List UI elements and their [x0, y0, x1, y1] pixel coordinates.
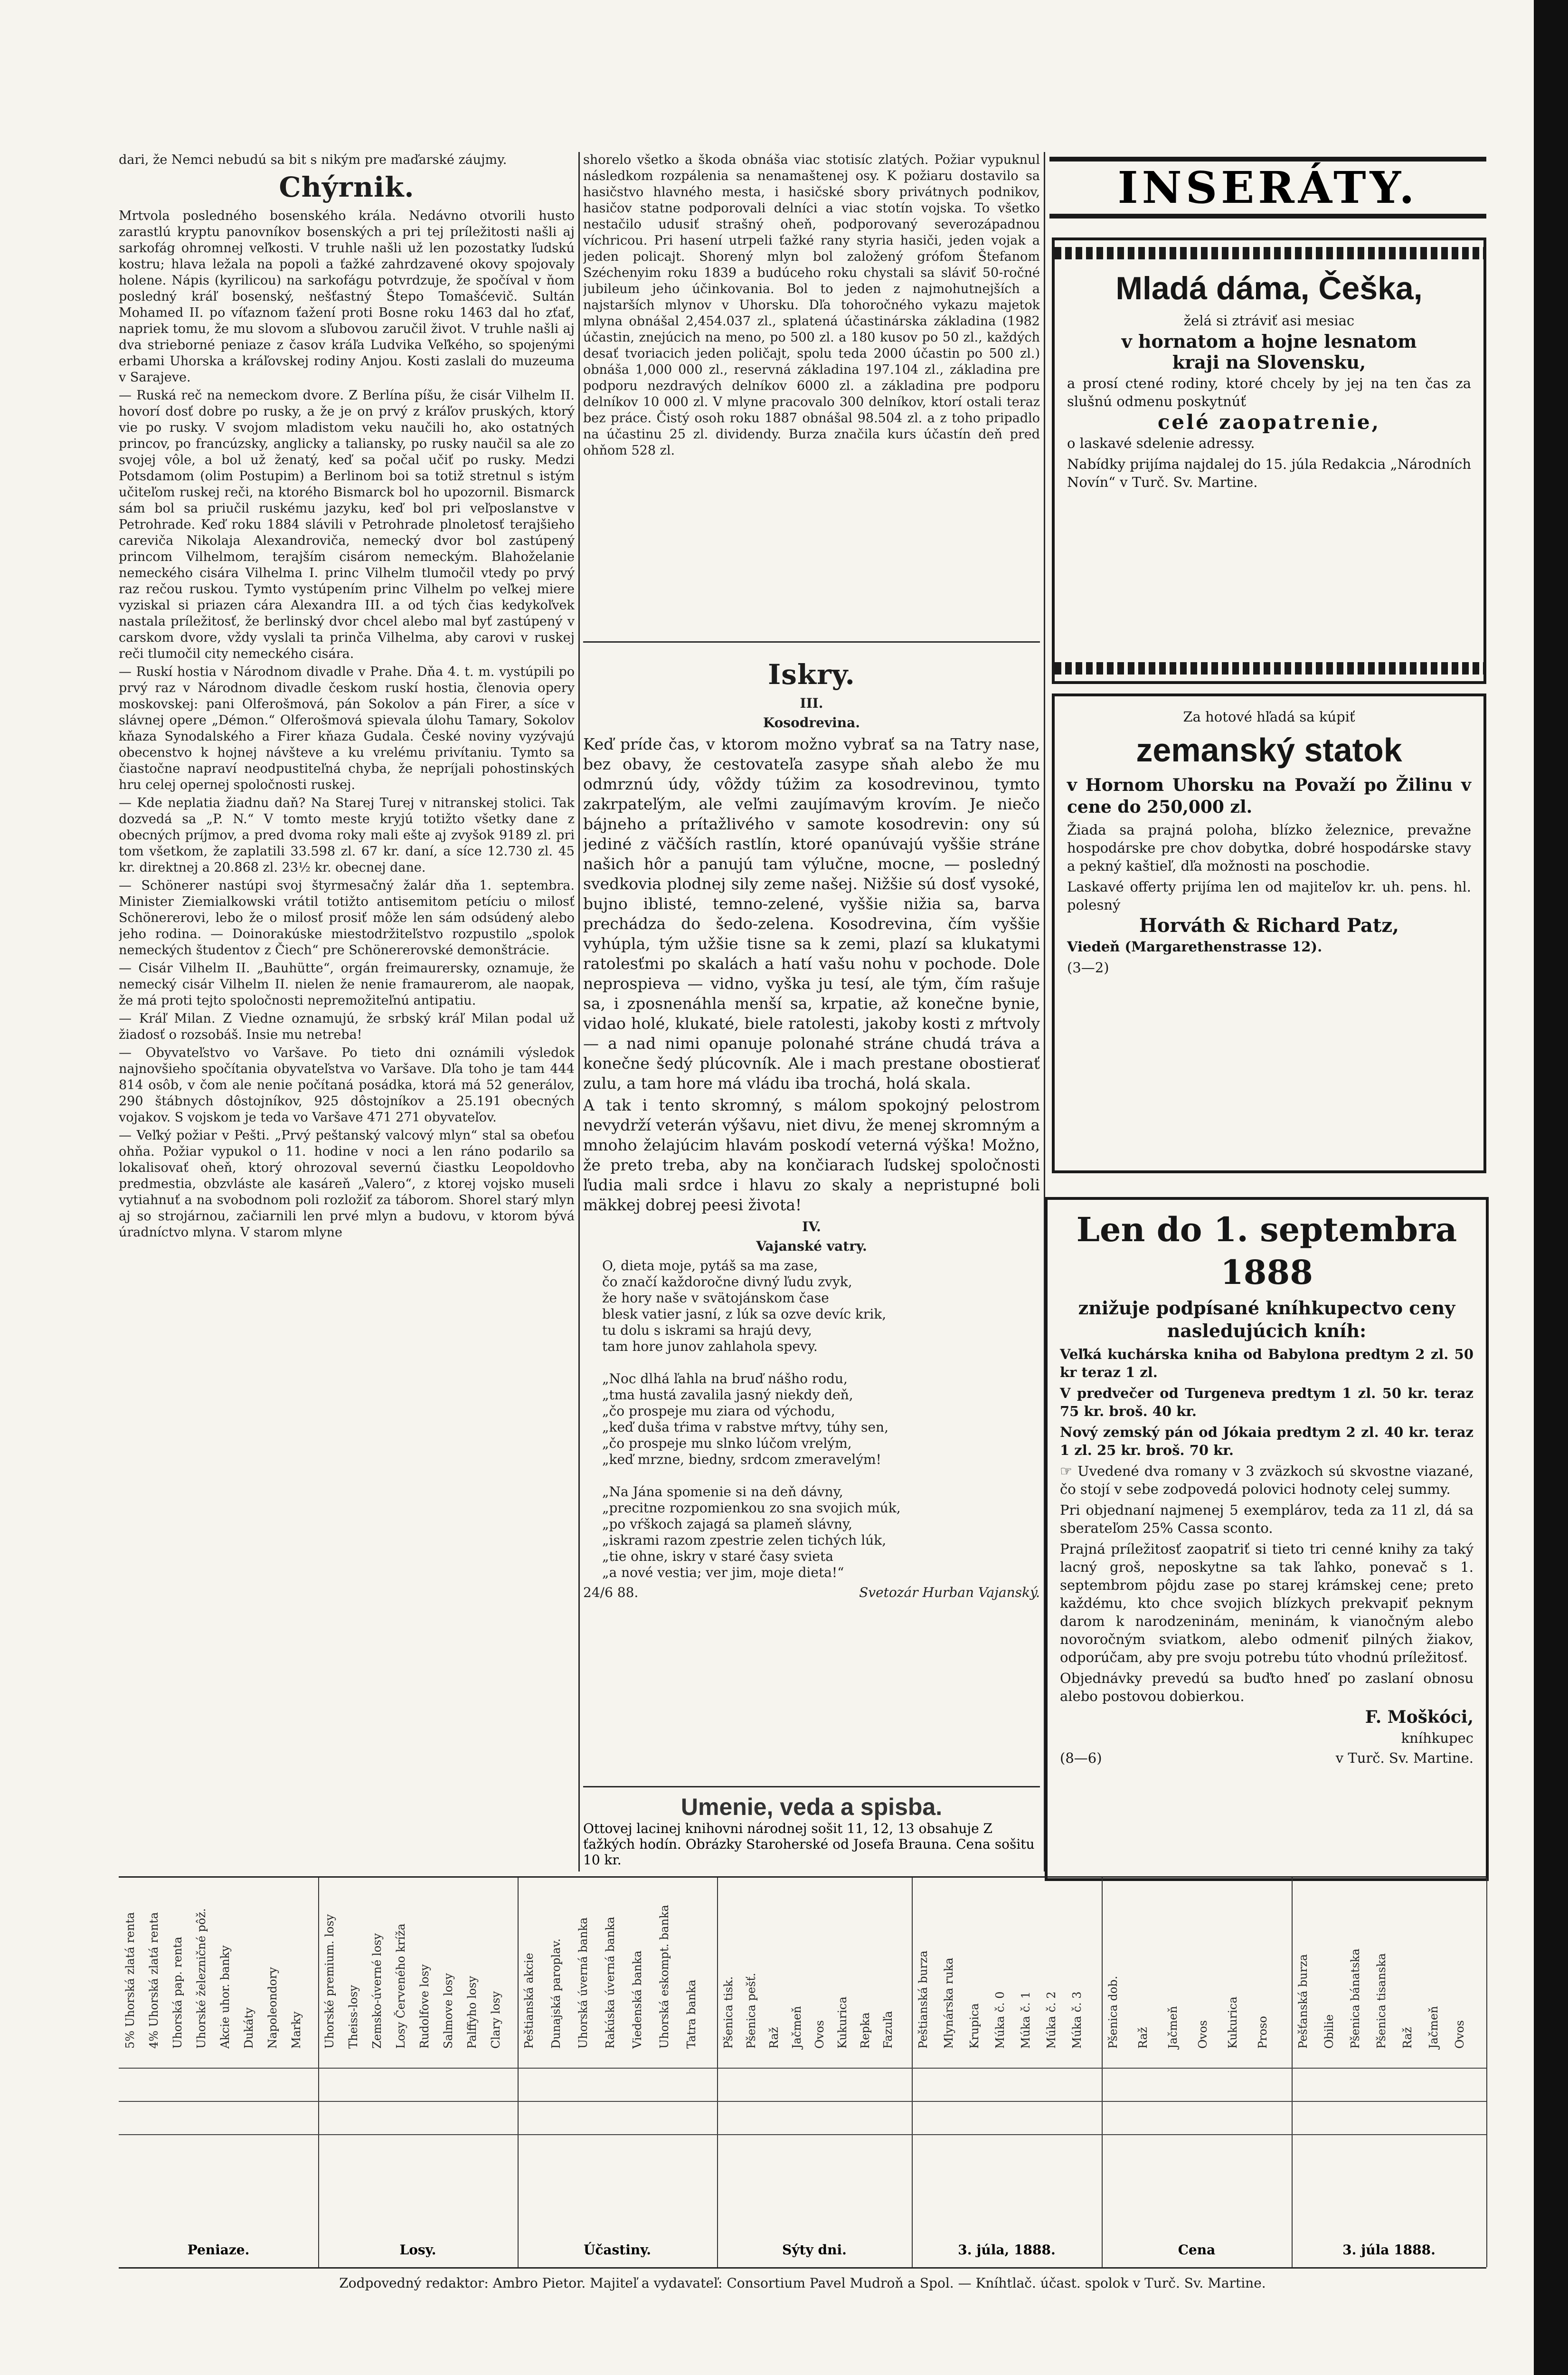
- table-column-label: Múka č. 1: [1019, 1991, 1032, 2049]
- news-item: — Obyvateľstvo vo Varšave. Po tieto dni oznámili výsledok najnovšieho spočítania obyvateľstva vo Varšave. Dľa toho je tam 444 814 osôb, v čom ale nenie počítaná posádka, ktorá má 52 generálov, 290 štábnych dôstojníkov, 925 dôstojníkov a 25.191 obecných vojakov. S vojskom je teda vo Varšave 471 271 obyvateľov.: [119, 1045, 575, 1125]
- table-row-line: [1102, 2068, 1292, 2069]
- part-three-title: Kosodrevina.: [763, 715, 860, 731]
- news-item: — Kde neplatia žiadnu daň? Na Starej Turej v nitranskej stolici. Tak dozvedá sa „P. N.“ V tomto meste kryjú totižto všetky dane z obecných príjmov, a pred dvoma roky mali ešte aj zvyšok 9189 zl. pri tom všetkom, že zaplatili 33.598 zl. 67 kr. daní, a síce 12.730 zl. 45 kr. direktnej a 20.868 zl. 23½ kr. obecnej dane.: [119, 796, 575, 875]
- culture-text: Ottovej lacinej knihovni národnej sošit 11, 12, 13 obsahuje Z ťažkých hodín. Obrázky Staroherské od Josefa Brauna. Cena sošitu 10 kr.: [583, 1821, 1035, 1868]
- ad-headline: Len do 1. septembra 1888: [1076, 1210, 1457, 1292]
- table-column-label: Rudolfove losy: [418, 1964, 431, 2049]
- market-table: [1102, 1878, 1293, 2267]
- table-column-label: Salmove losy: [442, 1973, 455, 2049]
- table-column-label: Jačmeň: [1166, 2006, 1180, 2049]
- ad-line: o laskavé sdelenie adressy.: [1067, 435, 1255, 451]
- table-column-label: Pšenica bánatska: [1349, 1948, 1362, 2049]
- ad-line: a prosí ctené rodiny, ktoré chcely by jej na ten čas za slušnú odmenu poskytnúť: [1067, 375, 1471, 409]
- table-column-label: Múka č. 2: [1045, 1991, 1058, 2049]
- ad-line: Za hotové hľadá sa kúpiť: [1183, 709, 1355, 725]
- table-column-label: Krupica: [968, 2003, 981, 2049]
- ad-line: [1060, 1462, 1474, 1498]
- table-column-label: Proso: [1256, 2016, 1269, 2049]
- ad-line: celé zaopatrenie,: [1157, 410, 1381, 434]
- news-item: — Veľký požiar v Pešti. „Prvý peštanský valcový mlyn“ stal sa obeťou ohňa. Požiar vypukol o 11. hodine v noci a len ráno podarilo sa lokalisovať oheň, ktorý ohrozoval severnú čiastku Leopoldovho predmestia, obzvláste ale kasáreň „Valero“, z ktorej vojsko museli vytiahnuť a na svobodnom poli rozložiť za táborom. Shorel starý mlyn aj so strojárnou, začiarnili len prvé mlyn a budovu, v ktorom bývá úradníctvo mlyna. V starom mlyne: [119, 1128, 575, 1240]
- table-row-line: [717, 2101, 912, 2102]
- table-column-label: Múka č. 0: [993, 1991, 1007, 2049]
- ad-line: Prajná príležitosť zaopatriť si tieto tri cenné knihy za taký lacný groš, neposkytne sa tak ľahko, ponevač s 1. septembrom pôjdu zase po starej krámskej cene; preto každému, kto chce svojich blízkych prekvapiť peknym darom k narodzeninám, meninám, k vianočným alebo novoročným sviatkom, alebo odmeniť pilných žiakov, odporúčam, aby pre svoju potrebu túto vhodnú príležitosť.: [1060, 1541, 1474, 1665]
- part-four-number: IV.: [802, 1219, 821, 1235]
- table-column-label: Raž: [1401, 2027, 1414, 2049]
- ad-headline: zemanský statok: [1136, 732, 1402, 769]
- table-column-label: Jačmeň: [1427, 2006, 1440, 2049]
- table-column-label: Pšenica pešť.: [745, 1973, 758, 2049]
- ad-line: Objednávky prevedú sa buďto hneď po zaslaní obnosu alebo postovou dobierkou.: [1060, 1670, 1474, 1704]
- part-four-title: Vajanské vatry.: [756, 1238, 867, 1254]
- inseraty-header: [1049, 157, 1486, 223]
- table-column-label: Dunajská paroplav.: [549, 1938, 563, 2049]
- market-table: [1292, 1878, 1487, 2267]
- table-caption: Peniaze.: [187, 2242, 250, 2258]
- table-row-line: [518, 2068, 717, 2069]
- kosodrevina-paragraph: A tak i tento skromný, s málom spokojný pelostrom nevydrží veterán výšavu, niet divu, že menej skromným a mnoho želajúcim hlavám poskodí veterná výška! Možno, že preto treba, aby na končiarach ľudskej spoločnosti ľudia mali srdce i hlavu zo skaly a nepristupné boli mäkkej dobrej peesi života!: [583, 1096, 1040, 1214]
- column-iskry: [583, 656, 1040, 1796]
- table-caption: 3. júla, 1888.: [958, 2242, 1056, 2258]
- table-row-line: [119, 2134, 318, 2135]
- ad-line: Žiada sa prajná poloha, blízko železnice, prevažne hospodárske pre chov dobytka, dobré hospodárske stavy a pekný kaštieľ, dľa možnosti na poschodie.: [1067, 822, 1471, 874]
- ad-estate: [1052, 694, 1486, 1173]
- table-column-label: Obilie: [1322, 2014, 1336, 2049]
- table-row-line: [717, 2134, 912, 2135]
- culture-box: [583, 1793, 1040, 1868]
- table-row-line: [912, 2101, 1102, 2102]
- market-table: [912, 1878, 1103, 2267]
- table-row-line: [518, 2134, 717, 2135]
- table-column-label: Raž: [767, 2027, 781, 2049]
- ad-border-ornament: [1055, 662, 1483, 674]
- table-column-label: Uhorské železničné pôž.: [195, 1908, 208, 2049]
- table-column-label: Pšenica tisk.: [722, 1976, 735, 2049]
- section-divider: [583, 1786, 1040, 1787]
- table-column-label: Ovos: [813, 2020, 826, 2049]
- table-column-label: Palffyho losy: [465, 1976, 479, 2049]
- table-column-label: Ovos: [1453, 2020, 1466, 2049]
- ad-line: v hornatom a hojne lesnatom: [1121, 331, 1417, 352]
- table-column-label: Uhorské premium. losy: [323, 1914, 336, 2049]
- table-row-line: [1292, 2101, 1486, 2102]
- news-item: — Ruskí hostia v Národnom divadle v Prahe. Dňa 4. t. m. vystúpili po prvý raz v Národnom divadle českom ruskí hostia, členovia opery moskovskej: pani Olferošmová, pán Sokolov a pán Firer, a síce v slávnej opere „Démon.“ Olferošmová spievala úlohu Tamary, Sokolov kňaza Synodalského a Firer kňaza Gudala. České noviny vyzývajú obecenstvo k hojnej návšteve a ku vrelému privítaniu. Tymto sa čiastočne napraví neodpustiteľná chyba, že nepríjali pohostinských hru celej opernej spoločnosti ruskej.: [119, 665, 575, 792]
- poem-date: 24/6 88.: [583, 1585, 639, 1600]
- news-item: Mrtvola posledného bosenského krála. Nedávno otvorili husto zarastlú kryptu panovníkov bosenských a pri tej príležitosti našli aj sarkofág ohromnej veľkosti. V truhle našli už len pozostatky ľudskú kostru; hlava ležala na popoli a ťažké zahrdzavené okovy spojovaly holene. Nápis (kyrilicou) na sarkofágu potvrdzuje, že spočíval v ňom posledný kráľ bosenský, nešťastný Štepo Tomašćevič. Sultán Mohamed II. po víťaznom ťažení proti Bosne roku 1463 dal ho zťať, napriek tomu, že mu slovom a sľubovou zaručil život. V truhle našli aj dva strieborné peniaze z časov kráľa Ludvika Veľkého, so spojenými erbami Uhorska a kráľovskej rodiny Anjou. Kosti zaslali do muzeuma v Sarajeve.: [119, 209, 575, 385]
- news-item: — Schönerer nastúpi svoj štyrmesačný žalár dňa 1. septembra. Minister Ziemialkowski vrátil totižto antisemitom petíciu o milosť Schönererovi, lebo že o milosť prosiť môže len sám odsúdený alebo jeho rodina. — Doinorakúske miestodržiteľstvo rozpustilo „spolok nemeckých študentov z Čiech“ pre Schönererovské demonštrácie.: [119, 878, 575, 958]
- fire-continuation: shorelo všetko a škoda obnáša viac stotisíc zlatých. Požiar vypuknul následkom rozpálenia sa nenamaštenej osy. K požiaru dostavilo sa hasičstvo hlavného mesta, i hasičské sbory privátnych podnikov, hasičov statne podporovali delníci a viac stotín vojska. To všetko nestačilo udusiť strašný oheň, podporovaný severozápadnou víchricou. Pri hasení utrpeli ťažké rany styria hasiči, jeden vojak a jeden policajt. Shorený mlyn bol založený grófom Štefanom Széchenyim roku 1839 a budúceho roku chystali sa sláviť 50-ročné jubileum jeho účinkovania. Bol to jeden z najmohutnejších a najstarších mlynov v Uhorsku. Dľa tohoročného vykazu majetok mlyna obnášal 2,454.037 zl., splatená účastinárska základina (1982 účastin, znejúcich na meno, po 500 zl. a 180 kusov po 50 zl., každých desať tvoriacich jeden poličajt, spolu teda 2000 účastin po 500 zl.) obnáša 1,000 000 zl., reservná základina 197.104 zl., základina pre podporu nezdravých delníkov 6000 zl. a základina pre podporu delníkov 10 000 zl. V mlyne pracovalo 300 delníkov, ktorí ostali teraz bez práce. Čistý osoh roku 1887 obnášal 98.504 zl. a z toho pripadlo na účastinu 25 zl. dividendy. Burza značila kurs účastín deň pred ohňom 528 zl.: [583, 152, 1040, 458]
- ad-border-ornament: [1055, 247, 1483, 259]
- table-row-line: [1102, 2101, 1292, 2102]
- table-column-label: Napoleondory: [266, 1967, 279, 2049]
- ad-headline: Mladá dáma, Češka,: [1115, 270, 1423, 306]
- ad-place: v Turč. Sv. Martine.: [1335, 1750, 1474, 1766]
- book-offer: Veľká kuchárska kniha od Babylona predtym 2 zl. 50 kr teraz 1 zl.: [1060, 1346, 1474, 1380]
- table-column-label: Losy Červeného kríža: [394, 1923, 407, 2049]
- iskry-heading: Iskry.: [768, 658, 855, 691]
- poem-signature: [583, 1585, 1040, 1600]
- ad-bookstore: [1045, 1197, 1489, 1881]
- ad-line: kraji na Slovensku,: [1172, 352, 1366, 373]
- table-column-label: Mlynárska ruka: [942, 1957, 955, 2049]
- table-column-label: Kukurica: [1226, 1996, 1239, 2049]
- news-item: — Ruská reč na nemeckom dvore. Z Berlína píšu, že cisár Vilhelm II. hovorí dosť dobre po rusky, a že je on prvý z kráľov pruských, ktorý vie po rusky. V svojom mladistom veku naučili ho, ako ostatných princov, po francúzsky, anglicky a taliansky, po rusky naučil sa ale zo svojej vôle, a bol už ženatý, keď sa počal učiť po rusky. Medzi Potsdamom (olim Postupim) a Berlinom boi sa totiž stretnul s istým učiteľom ruskej reči, na ktorého Bismarck bol ho upozornil. Bismarck sám bol sa priučil ruskému jazyku, keď bol pri veľposlanstve v Petrohrade. Keď roku 1884 slávili v Petrohrade plnoletosť terajšieho careviča Nikolaja Alexandroviča, nemecký dvor bol zastúpený princom Vilhelmom, terajším cisárom nemeckým. Blahoželanie nemeckého cisára Vilhelma I. princ Vilhelm tlumočil vtedy po prvý raz rečou ruskou. Tymto vystúpením princ Vilhelm po veľkej miere vyziskal si priazen cára Alexandra III. a od tých čias kedykoľvek nastala príležitosť, že berlinský dvor chcel alebo mal byť zastúpený v carskom dvore, vždy vyslali ta prinča Vilhelma, aby carovi v ruskej reči tlumočil city nemeckého cisára.: [119, 388, 575, 661]
- table-column-label: Uhorská eskompt. banka: [658, 1905, 671, 2049]
- table-row-line: [912, 2134, 1102, 2135]
- ad-line: Nabídky prijíma najdalej do 15. júla Redakcia „Národních Novín“ v Turč. Sv. Martine.: [1067, 456, 1471, 490]
- table-row-line: [518, 2101, 717, 2102]
- column-divider: [578, 152, 580, 1872]
- table-row-line: [119, 2068, 318, 2069]
- market-table: [518, 1878, 718, 2267]
- market-table: [717, 1878, 913, 2267]
- table-caption: Losy.: [399, 2242, 436, 2258]
- table-column-label: Akcie uhor. banky: [218, 1945, 232, 2049]
- table-column-label: Pšenica dob.: [1106, 1976, 1120, 2049]
- ad-line: želá si ztráviť asi mesiac: [1183, 313, 1355, 329]
- table-column-label: Pešťanská burza: [1296, 1954, 1310, 2049]
- poem-author: Svetozár Hurban Vajanský.: [859, 1585, 1040, 1600]
- table-row-line: [1102, 2134, 1292, 2135]
- table-row-line: [318, 2068, 518, 2069]
- table-column-label: 4% Uhorská zlatá renta: [147, 1912, 161, 2049]
- header-rule: [1049, 214, 1486, 218]
- intro-text: dari, že Nemci nebudú sa bit s nikým pre maďarské záujmy.: [119, 152, 507, 167]
- table-row-line: [119, 2101, 318, 2102]
- section-divider: [583, 641, 1040, 643]
- kosodrevina-paragraph: Keď príde čas, v ktorom možno vybrať sa na Tatry nase, bez obavy, že cestovateľa zasype sňah alebo že mu odmrznú údy, vôždy túžim za kosodrevinou, tymto zakrpateľým, ale veľmi zaujímavým krovím. Je niečo bájneho a prítažlivého v samote kosodrevin: ony sú jediné z väčších rastlín, ktoré opanúvajú vyššie stráne našich hôr a panujú tam výlučne, mocne, — posledný svedkovia plodnej sily zeme našej. Nižšie sú dosť vysoké, bujno iblisté, temno-zelené, vyššie nižia sa, barva prechádza do šedo-zelena. Kosodrevina, čím vyššie vyhúpla, tým užšie tisne sa k zemi, plazí sa klukatymi ratolesťmi po skalách a hatí vašu nohu v pochode. Dole neprospieva — vidno, vyška ju tesí, ale tým, čím rašuje sa, i zposnenáhla menší sa, krpatie, až konečne bynie, vidao holé, klukaté, biele ratolesti, jakoby kosti z mŕtvoly — a nad nimi opanuje polonahé stráne chudá tráva a konečne šedý plúcovník. Ale i mach prestane obostierať zulu, a tam hore má vládu iba trochá, holá skala.: [583, 735, 1040, 1092]
- ad-signature: F. Moškóci,: [1365, 1707, 1474, 1727]
- table-row-line: [912, 2068, 1102, 2069]
- market-table: [119, 1878, 319, 2267]
- table-column-label: Peštianská burza: [916, 1950, 930, 2049]
- table-column-label: Tatra banka: [685, 1979, 698, 2049]
- table-column-label: Ovos: [1196, 2020, 1209, 2049]
- table-column-label: Repka: [859, 2012, 872, 2049]
- table-row-line: [1292, 2134, 1486, 2135]
- table-column-label: Peštianská akcie: [522, 1953, 536, 2049]
- market-table: [318, 1878, 519, 2267]
- table-column-label: Rakúska úverná banka: [604, 1917, 617, 2049]
- inseraty-title: INSERÁTY.: [1117, 162, 1418, 213]
- table-column-label: Uhorská pap. renta: [171, 1937, 184, 2049]
- table-caption: Účastiny.: [583, 2242, 652, 2258]
- table-row-line: [717, 2068, 912, 2069]
- imprint: Zodpovedný redaktor: Ambro Pietor. Majiteľ a vydavateľ: Consortium Pavel Mudroň a Spol. — Kníhtlač. účast. spolok v Turč. Sv. Martine.: [339, 2275, 1266, 2291]
- news-item: — Kráľ Milan. Z Viedne oznamujú, že srbský kráľ Milan podal už žiadosť o rozsobáš. Insie mu netreba!: [119, 1011, 575, 1042]
- table-column-label: Kukurica: [836, 1996, 849, 2049]
- table-row-line: [318, 2134, 518, 2135]
- table-column-label: Fazuľa: [881, 2011, 895, 2049]
- ad-young-lady: [1052, 238, 1486, 684]
- book-offer: Nový zemský pán od Jókaia predtym 2 zl. 40 kr. teraz 1 zl. 25 kr. broš. 70 kr.: [1060, 1424, 1474, 1458]
- ad-line-text: Uvedené dva romany v 3 zväzkoch sú skvostne viazané, čo stojí v sebe zodpovedá polovici hodnoty celej summy.: [1060, 1463, 1474, 1497]
- table-column-label: Clary losy: [489, 1991, 502, 2049]
- ad-line: Horváth & Richard Patz,: [1139, 914, 1399, 937]
- market-tables: [119, 1876, 1486, 2269]
- table-column-label: Dukáty: [242, 2007, 255, 2049]
- culture-title: Umenie, veda a spisba.: [680, 1794, 943, 1820]
- table-caption: 3. júla 1888.: [1342, 2242, 1436, 2258]
- ad-line: (3—2): [1067, 960, 1109, 976]
- table-column-label: Raž: [1136, 2027, 1150, 2049]
- table-column-label: Pšenica tisanska: [1375, 1953, 1388, 2049]
- table-row-line: [318, 2101, 518, 2102]
- scan-edge: [1534, 0, 1568, 2375]
- table-row-line: [1292, 2068, 1486, 2069]
- pointing-hand-icon: ☞: [1060, 1463, 1078, 1479]
- ad-line: Pri objednaní najmenej 5 exemplárov, teda za 11 zl, dá sa sberateľom 25% Cassa sconto.: [1060, 1502, 1474, 1536]
- header-rule: [1049, 157, 1486, 162]
- chyrnik-heading: Chýrnik.: [279, 171, 415, 203]
- ad-signature-role: kníhkupec: [1401, 1730, 1474, 1746]
- column-news: [119, 152, 575, 1957]
- ad-line: Laskavé offerty prijíma len od majiteľov kr. uh. pens. hl. polesný: [1067, 879, 1471, 913]
- table-column-label: Múka č. 3: [1070, 1991, 1084, 2049]
- ad-footer-row: [1060, 1750, 1474, 1766]
- book-offer: V predvečer od Turgeneva predtym 1 zl. 50 kr. teraz 75 kr. broš. 40 kr.: [1060, 1385, 1474, 1419]
- news-item: — Cisár Vilhelm II. „Bauhütte“, orgán freimaurersky, oznamuje, že nemecký cisár Vilhelm II. nielen že nenie framaurerom, ale naopak, že má proti tejto spoločnosti nepremožiteľnú antipatiu.: [119, 961, 575, 1008]
- ad-subheadline: znižuje podpísané kníhkupectvo ceny nasledujúcich kníh:: [1078, 1297, 1455, 1341]
- table-caption: Sýty dni.: [782, 2242, 847, 2258]
- part-three-number: III.: [800, 695, 823, 711]
- table-column-label: Jačmeň: [790, 2006, 803, 2049]
- table-column-label: Zemsko-úverné losy: [370, 1933, 384, 2049]
- table-column-label: Marky: [290, 2011, 303, 2049]
- poem-text: O, dieta moje, pytáš sa ma zase, čo značí každoročne divný ľudu zvyk, že hory naše v svätojánskom čase blesk vatier jasní, z lúk sa ozve devíc krik, tu dolu s iskrami sa hrajú devy, tam hore junov zahlahola spevy. „Noc dlhá ľahla na bruď nášho rodu, „tma hustá zavalila jasný niekdy deň, „čo prospeje mu ziara od východu, „keď duša tŕima v rabstve mŕtvy, túhy sen, „čo prospeje mu slnko lúčom vrelým, „keď mrzne, biedny, srdcom zmeravelým! „Na Jána spomenie si na deň dávny, „precitne rozpomienkou zo sna svojich múk, „po vŕškoch zajagá sa plameň slávny, „iskrami razom zpestrie zelen tichých lúk, „tie ohne, iskry v staré časy svieta „a nové vestia; ver jim, moje dieta!“: [602, 1258, 901, 1580]
- table-caption: Cena: [1178, 2242, 1216, 2258]
- table-column-label: 5% Uhorská zlatá renta: [123, 1912, 137, 2049]
- table-column-label: Viedenská banka: [631, 1950, 644, 2049]
- ad-line: Viedeň (Margarethenstrasse 12).: [1067, 939, 1322, 955]
- table-column-label: Theiss-losy: [347, 1985, 360, 2049]
- ad-code: (8—6): [1060, 1750, 1102, 1766]
- ad-line: v Hornom Uhorsku na Považí po Žilinu v cene do 250,000 zl.: [1067, 775, 1471, 817]
- table-column-label: Uhorská úverná banka: [576, 1917, 590, 2049]
